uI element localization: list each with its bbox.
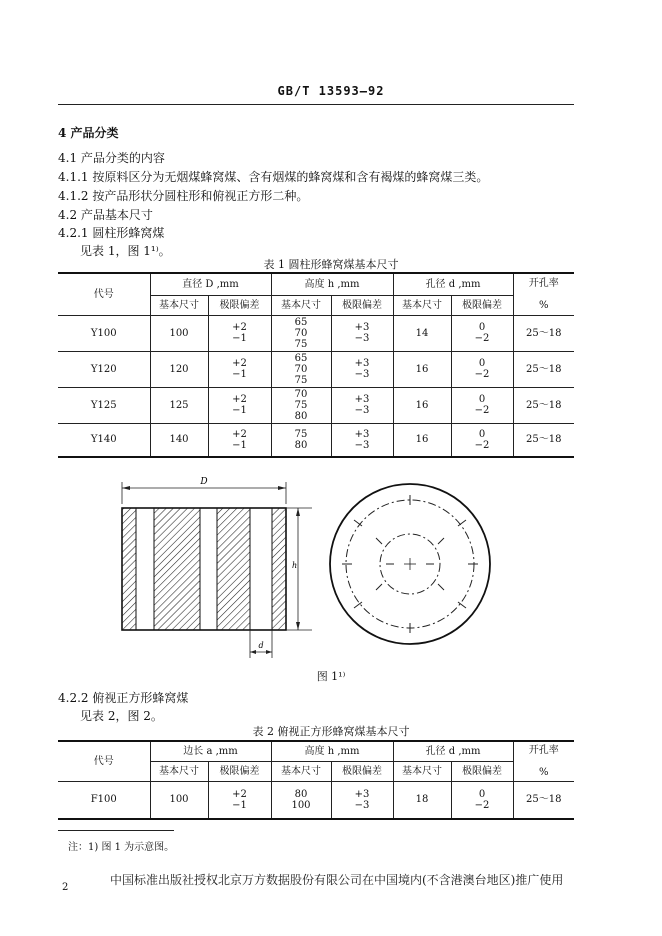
- table1-header-diameter: 直径 D ,mm: [150, 273, 271, 295]
- table1-diameter-tolerance: +2 −1: [208, 423, 271, 457]
- table1-height: 65 70 75: [271, 351, 331, 387]
- table1-header-h-limit: 极限偏差: [331, 295, 393, 315]
- footer-license: 中国标准出版社授权北京万方数据股份有限公司在中国境内(不含港澳台地区)推广使用: [110, 873, 564, 887]
- table2-header-hole-basic: 基本尺寸: [393, 761, 451, 781]
- figure1-label-h: h: [292, 561, 298, 570]
- table1-code: Y125: [58, 387, 150, 423]
- table1: [58, 272, 574, 458]
- table2-caption: 表 2 俯视正方形蜂窝煤基本尺寸: [252, 725, 410, 738]
- table2-header-h-basic: 基本尺寸: [271, 761, 331, 781]
- figure1-label-d: d: [258, 641, 264, 650]
- table-row: [58, 351, 574, 387]
- figure1-top-view: [330, 484, 490, 644]
- table-row: [58, 387, 574, 423]
- figure1-label-D: D: [200, 477, 208, 487]
- section-4-2-1-heading: 4.2.1 圆柱形蜂窝煤: [58, 226, 165, 240]
- table1-diameter: 125: [150, 387, 208, 423]
- table1-hole-tolerance: 0 −2: [451, 423, 513, 457]
- table1-diameter-tolerance: +2 −1: [208, 315, 271, 351]
- table2-height: 80 100: [271, 781, 331, 819]
- table1-header-rate: 开孔率 %: [513, 273, 574, 315]
- table2-side-tolerance: +2 −1: [208, 781, 271, 819]
- table1-diameter: 100: [150, 315, 208, 351]
- table1-header-d-limit: 极限偏差: [208, 295, 271, 315]
- section-4-1-2-text: 4.1.2 按产品形状分圆柱形和俯视正方形二种。: [58, 189, 309, 203]
- table2: [58, 740, 574, 820]
- section-4-1-heading: 4.1 产品分类的内容: [58, 151, 165, 165]
- standard-number: GB/T 13593—92: [277, 84, 385, 98]
- table2-header-a-limit: 极限偏差: [208, 761, 271, 781]
- table2-rate: 25～18: [513, 781, 574, 819]
- table1-rate: 25～18: [513, 387, 574, 423]
- table2-code: F100: [58, 781, 150, 819]
- section-4-1-1-text: 4.1.1 按原料区分为无烟煤蜂窝煤、含有烟煤的蜂窝煤和含有褐煤的蜂窝煤三类。: [58, 170, 489, 184]
- table1-diameter-tolerance: +2 −1: [208, 387, 271, 423]
- table2-hole: 18: [393, 781, 451, 819]
- table1-height-tolerance: +3 −3: [331, 387, 393, 423]
- table1-height-tolerance: +3 −3: [331, 351, 393, 387]
- table1-header-h-basic: 基本尺寸: [271, 295, 331, 315]
- footnote-rule: [58, 830, 174, 831]
- table1-rate: 25～18: [513, 423, 574, 457]
- table1-header-hole: 孔径 d ,mm: [393, 273, 513, 295]
- table1-rate: 25～18: [513, 351, 574, 387]
- table1-height-tolerance: +3 −3: [331, 315, 393, 351]
- table1-rate: 25～18: [513, 315, 574, 351]
- table2-header-rate: 开孔率 %: [513, 741, 574, 781]
- table1-code: Y120: [58, 351, 150, 387]
- table1-header-hole-basic: 基本尺寸: [393, 295, 451, 315]
- table1-header-code: 代号: [58, 273, 150, 315]
- table2-height-tolerance: +3 −3: [331, 781, 393, 819]
- table1-height: 70 75 80: [271, 387, 331, 423]
- table1-code: Y140: [58, 423, 150, 457]
- section-4-heading: 4 产品分类: [58, 126, 119, 140]
- table2-side: 100: [150, 781, 208, 819]
- footnote: 注：1) 图 1 为示意图。: [68, 842, 175, 853]
- table1-height: 65 70 75: [271, 315, 331, 351]
- table1-hole-tolerance: 0 −2: [451, 387, 513, 423]
- figure1-caption: 图 1¹⁾: [316, 670, 346, 683]
- table1-hole-tolerance: 0 −2: [451, 351, 513, 387]
- table-row: [58, 781, 574, 819]
- table2-header-a-basic: 基本尺寸: [150, 761, 208, 781]
- table2-hole-tolerance: 0 −2: [451, 781, 513, 819]
- table2-header-hole: 孔径 d ,mm: [393, 741, 513, 761]
- table1-diameter: 120: [150, 351, 208, 387]
- table2-header-code: 代号: [58, 741, 150, 781]
- table1-hole-tolerance: 0 −2: [451, 315, 513, 351]
- table1-header-hole-limit: 极限偏差: [451, 295, 513, 315]
- section-4-2-1-reference: 见表 1，图 1¹⁾。: [80, 244, 171, 258]
- table1-header-d-basic: 基本尺寸: [150, 295, 208, 315]
- header-rule: [58, 104, 574, 105]
- section-4-2-2-reference: 见表 2，图 2。: [80, 709, 163, 723]
- table-row: [58, 423, 574, 457]
- table2-header-hole-limit: 极限偏差: [451, 761, 513, 781]
- table2-header-height: 高度 h ,mm: [271, 741, 393, 761]
- section-4-2-2-heading: 4.2.2 俯视正方形蜂窝煤: [58, 691, 189, 705]
- table1-hole: 16: [393, 351, 451, 387]
- table1-hole: 14: [393, 315, 451, 351]
- table1-height: 75 80: [271, 423, 331, 457]
- table2-header-side: 边长 a ,mm: [150, 741, 271, 761]
- table-row: [58, 315, 574, 351]
- table1-code: Y100: [58, 315, 150, 351]
- table1-diameter: 140: [150, 423, 208, 457]
- table1-caption: 表 1 圆柱形蜂窝煤基本尺寸: [263, 258, 399, 271]
- table1-hole: 16: [393, 423, 451, 457]
- table1-height-tolerance: +3 −3: [331, 423, 393, 457]
- table2-header-h-limit: 极限偏差: [331, 761, 393, 781]
- table1-header-height: 高度 h ,mm: [271, 273, 393, 295]
- page-number: 2: [62, 882, 69, 893]
- figure1-side-view: [122, 477, 312, 658]
- figure1-drawing: [100, 468, 520, 668]
- table1-diameter-tolerance: +2 −1: [208, 351, 271, 387]
- table1-hole: 16: [393, 387, 451, 423]
- section-4-2-heading: 4.2 产品基本尺寸: [58, 208, 153, 222]
